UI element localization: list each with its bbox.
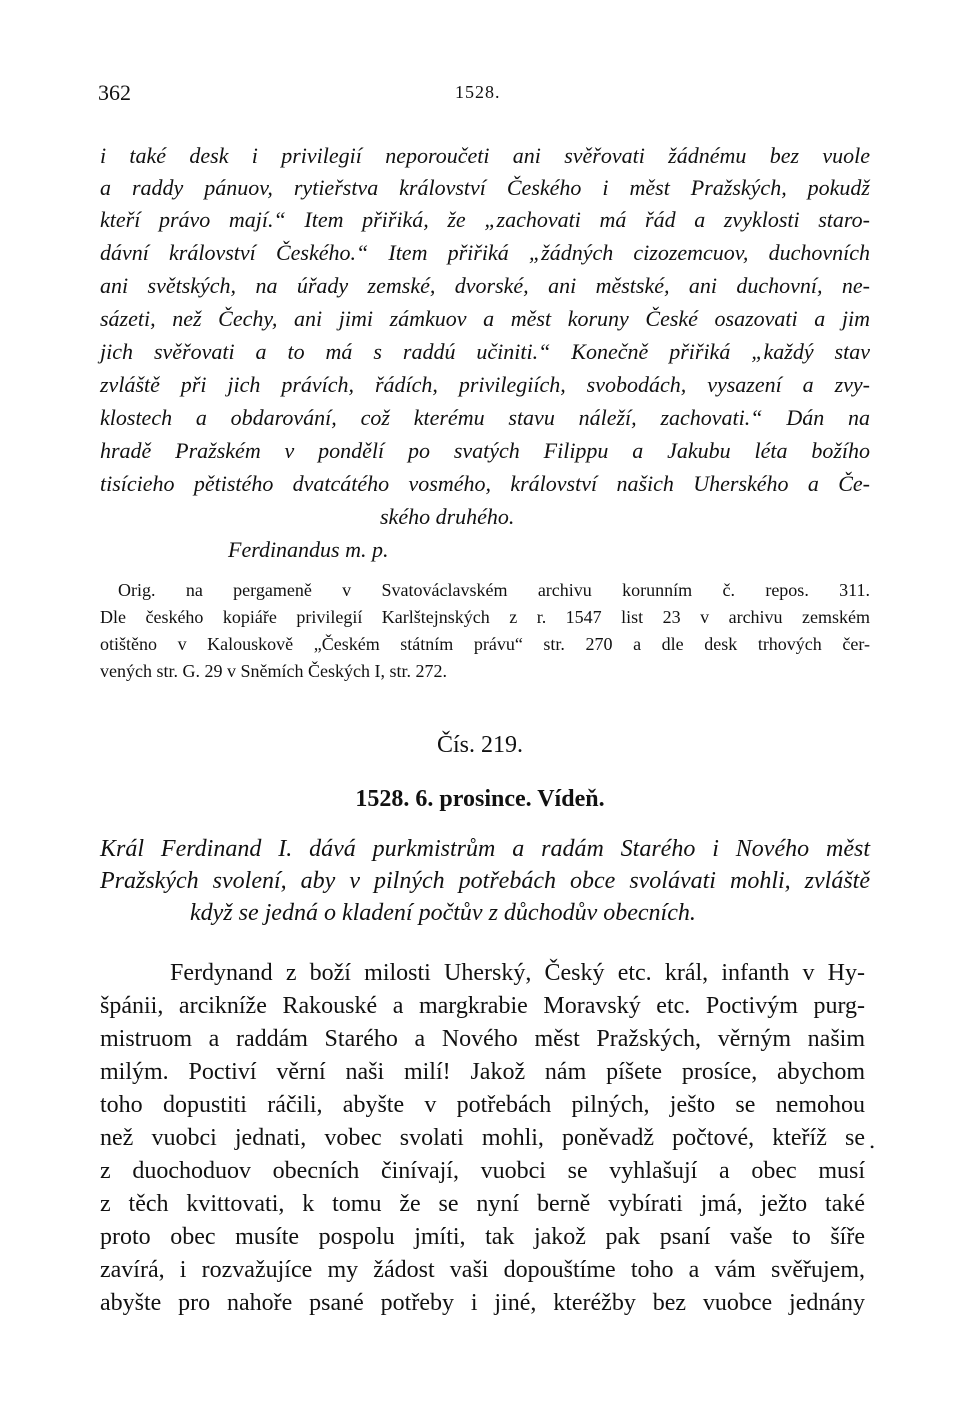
- body-line: než vuobci jednati, vobec svolati mohli, poněvadž počtové, kteříž se: [100, 1125, 865, 1151]
- source-note-line: Dle českého kopiáře privilegií Karlštejnských z r. 1547 list 23 v archivu zemském: [100, 607, 870, 627]
- regest-line: Pražských svolení, aby v pilných potřebách obce svolávati mohli, zvláště: [100, 868, 870, 894]
- body-line: mistruom a raddám Starého a Nového měst Pražských, věrným našim: [100, 1026, 865, 1052]
- prev-doc-line: zvláště při jich právích, řádích, privilegiích, svobodách, vysazení a zvy-: [100, 372, 870, 397]
- body-line: toho dopustiti ráčili, abyšte v potřebách pilných, ješto se nemohou: [100, 1092, 865, 1118]
- prev-doc-line: dávní království Českého.“ Item přiřiká „žádných cizozemcuov, duchovních: [100, 240, 870, 265]
- regest-last-line: když se jedná o kladení počtův z důchodův obecních.: [190, 900, 696, 926]
- running-head-year: 1528.: [455, 82, 501, 102]
- prev-doc-last-line: ského druhého.: [380, 504, 515, 529]
- source-note-line: otištěno v Kalouskově „Českém státním právu“ str. 270 a dle desk trhových čer-: [100, 634, 870, 654]
- source-note-line: vených str. G. 29 v Sněmích Českých I, str. 272.: [100, 661, 447, 681]
- margin-dot-mark: •: [870, 1140, 875, 1154]
- prev-doc-line: jich svěřovati a to má s raddú učiniti.“ Konečně přiřiká „každý stav: [100, 339, 870, 364]
- prev-doc-line: klostech a obdarování, což kterému stavu náleží, zachovati.“ Dán na: [100, 405, 870, 430]
- regest-line: Král Ferdinand I. dává purkmistrům a radám Starého i Nového měst: [100, 836, 870, 862]
- source-note-line: Orig. na pergameně v Svatováclavském archivu korunním č. repos. 311.: [118, 580, 870, 600]
- body-line: z těch kvittovati, k tomu že se nyní berně vybírati jmá, ježto také: [100, 1191, 865, 1217]
- body-line: z duochoduov obecních činívají, vuobci se vyhlašují a obec musí: [100, 1158, 865, 1184]
- prev-doc-line: i také desk i privilegií neporoučeti ani svěřovati žádnému bez vuole: [100, 143, 870, 168]
- document-number: Čís. 219.: [436, 732, 523, 758]
- prev-doc-line: tisícieho pětistého dvatcátého vosmého, království našich Uherského a Če-: [100, 471, 870, 496]
- prev-doc-line: hradě Pražském v pondělí po svatých Filippu a Jakubu léta božího: [100, 438, 870, 463]
- prev-doc-line: kteří právo mají.“ Item přiřiká, že „zachovati má řád a zvyklosti staro-: [100, 207, 870, 232]
- body-line: proto obec musíte pospolu jmíti, tak jakož pak psaní vaše to šíře: [100, 1224, 865, 1250]
- body-line: zavírá, i rozvažujíce my žádost vaši dopouštíme toho a vám svěřujem,: [100, 1257, 865, 1283]
- body-line: abyšte pro nahoře psané potřeby i jiné, kteréžby bez vuobce jednány: [100, 1290, 865, 1316]
- body-line: Ferdynand z boží milosti Uherský, Český etc. král, infanth v Hy-: [170, 960, 865, 986]
- prev-doc-line: sázeti, než Čechy, ani jimi zámkuov a měst koruny České osazovati a jim: [100, 306, 870, 331]
- prev-doc-line: ani světských, na úřady zemské, dvorské, ani městské, ani duchovní, ne-: [100, 273, 870, 298]
- page-number: 362: [98, 80, 131, 105]
- document-date-heading: 1528. 6. prosince. Vídeň.: [355, 786, 605, 812]
- signature: Ferdinandus m. p.: [228, 537, 389, 562]
- body-line: milým. Poctiví věrní naši milí! Jakož nám píšete prosíce, abychom: [100, 1059, 865, 1085]
- prev-doc-line: a raddy pánuov, rytieřstva království Českého i měst Pražských, pokudž: [100, 175, 870, 200]
- body-line: špánii, arcikníže Rakouské a margkrabie Moravský etc. Poctivým purg-: [100, 993, 865, 1019]
